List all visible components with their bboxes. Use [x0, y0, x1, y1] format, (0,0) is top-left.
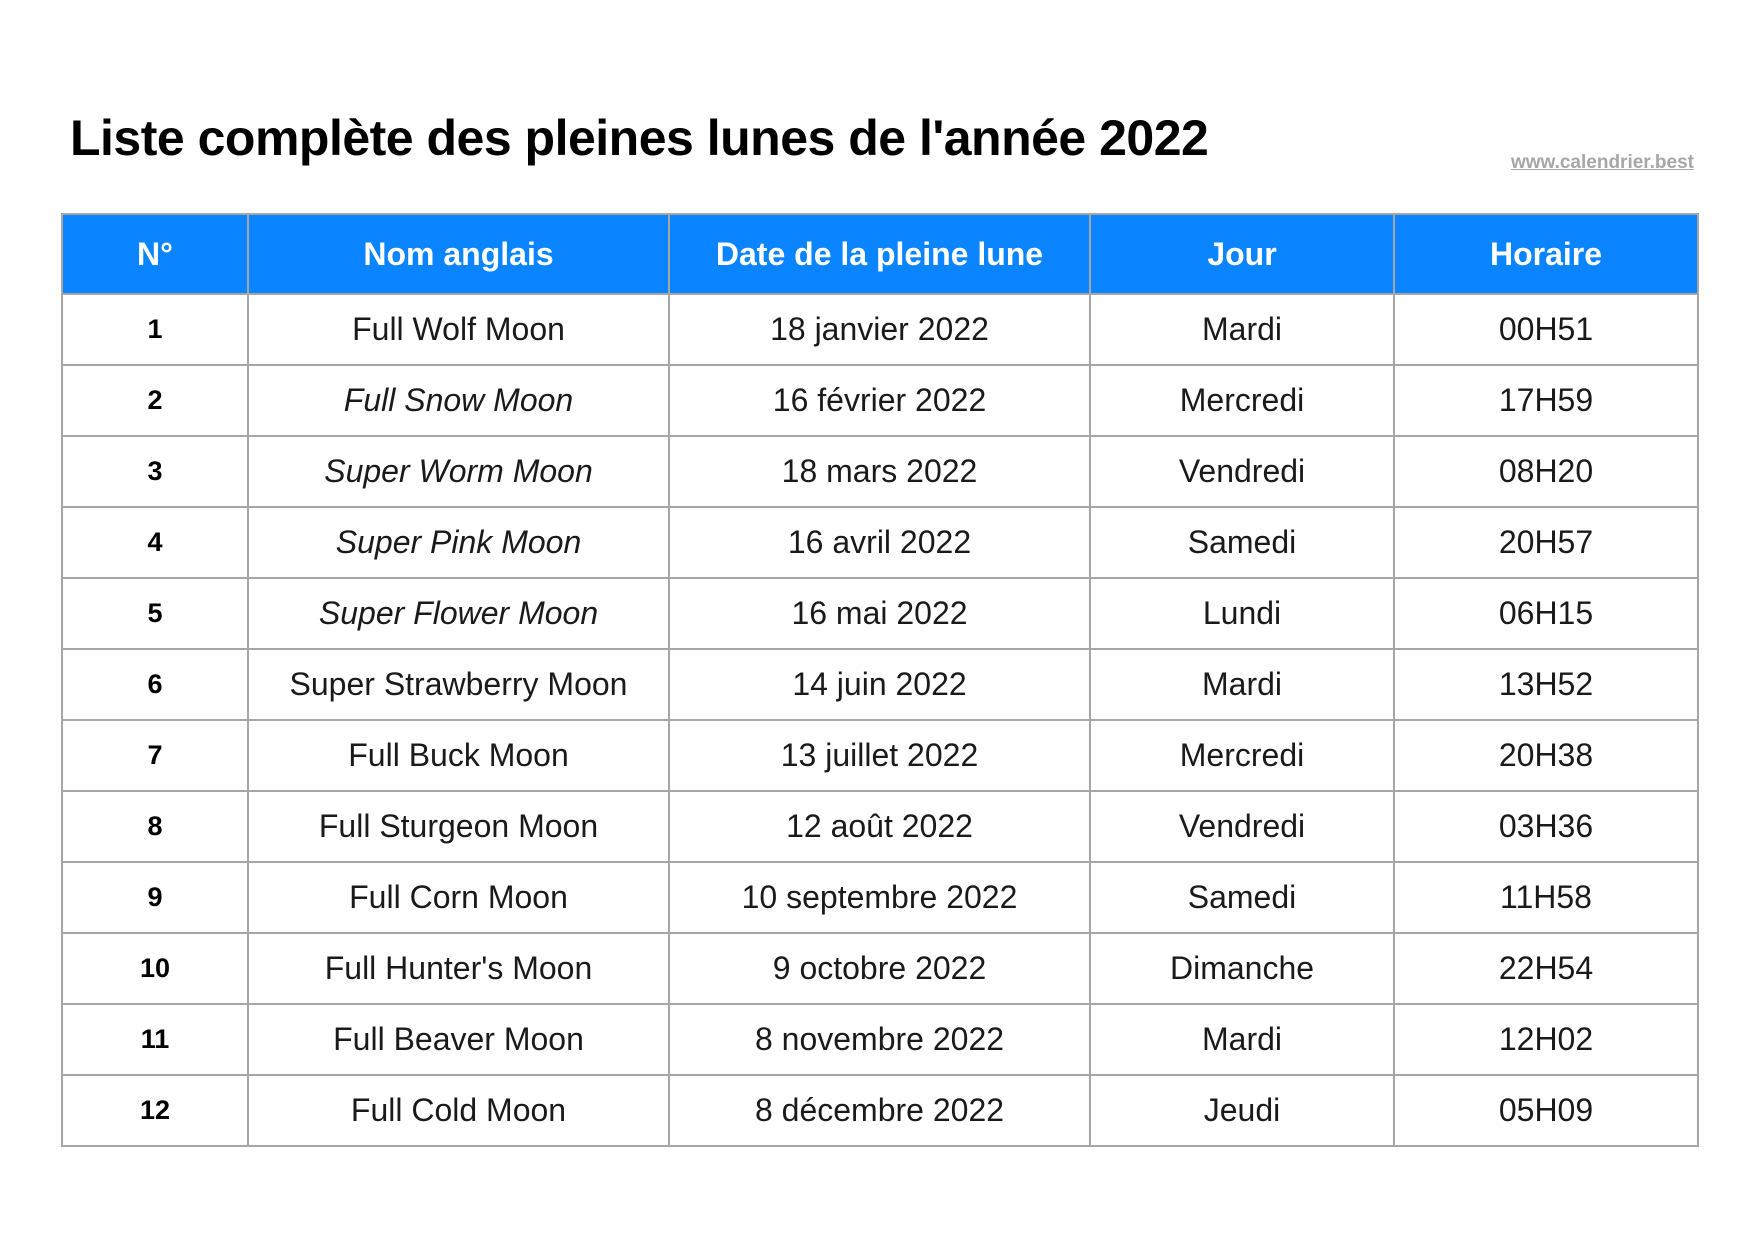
- cell-date: 16 avril 2022: [669, 507, 1090, 578]
- cell-day: Vendredi: [1090, 791, 1394, 862]
- source-link[interactable]: www.calendrier.best: [1510, 152, 1694, 173]
- cell-day: Vendredi: [1090, 436, 1394, 507]
- cell-day: Mardi: [1090, 294, 1394, 365]
- cell-english-name: Full Sturgeon Moon: [248, 791, 669, 862]
- cell-date: 10 septembre 2022: [669, 862, 1090, 933]
- cell-time: 13H52: [1394, 649, 1698, 720]
- header-english-name: Nom anglais: [248, 214, 669, 294]
- cell-english-name: Full Corn Moon: [248, 862, 669, 933]
- cell-time: 11H58: [1394, 862, 1698, 933]
- cell-english-name: Full Beaver Moon: [248, 1004, 669, 1075]
- cell-day: Mardi: [1090, 649, 1394, 720]
- table-row: [62, 365, 1698, 436]
- table-body: [62, 294, 1698, 1146]
- header-time: Horaire: [1394, 214, 1698, 294]
- cell-day: Samedi: [1090, 862, 1394, 933]
- cell-english-name: Full Buck Moon: [248, 720, 669, 791]
- cell-date: 8 novembre 2022: [669, 1004, 1090, 1075]
- table-row: [62, 507, 1698, 578]
- cell-number: 12: [62, 1075, 248, 1146]
- page-title: Liste complète des pleines lunes de l'année 2022: [70, 110, 1209, 166]
- table-row: [62, 720, 1698, 791]
- header-row: [62, 214, 1698, 294]
- table-row: [62, 791, 1698, 862]
- cell-date: 14 juin 2022: [669, 649, 1090, 720]
- cell-number: 5: [62, 578, 248, 649]
- cell-english-name: Full Snow Moon: [248, 365, 669, 436]
- cell-date: 8 décembre 2022: [669, 1075, 1090, 1146]
- table-header: [62, 214, 1698, 294]
- table-row: [62, 1004, 1698, 1075]
- table-row: [62, 294, 1698, 365]
- cell-number: 4: [62, 507, 248, 578]
- cell-english-name: Full Hunter's Moon: [248, 933, 669, 1004]
- cell-date: 18 mars 2022: [669, 436, 1090, 507]
- table-row: [62, 649, 1698, 720]
- cell-number: 2: [62, 365, 248, 436]
- cell-day: Samedi: [1090, 507, 1394, 578]
- cell-number: 6: [62, 649, 248, 720]
- cell-time: 08H20: [1394, 436, 1698, 507]
- cell-time: 22H54: [1394, 933, 1698, 1004]
- cell-english-name: Super Pink Moon: [248, 507, 669, 578]
- cell-date: 16 février 2022: [669, 365, 1090, 436]
- cell-number: 10: [62, 933, 248, 1004]
- table-row: [62, 436, 1698, 507]
- cell-number: 7: [62, 720, 248, 791]
- cell-date: 18 janvier 2022: [669, 294, 1090, 365]
- cell-day: Mercredi: [1090, 365, 1394, 436]
- cell-english-name: Full Wolf Moon: [248, 294, 669, 365]
- cell-number: 9: [62, 862, 248, 933]
- header-day: Jour: [1090, 214, 1394, 294]
- table-row: [62, 933, 1698, 1004]
- cell-number: 8: [62, 791, 248, 862]
- cell-day: Dimanche: [1090, 933, 1394, 1004]
- cell-time: 20H38: [1394, 720, 1698, 791]
- cell-time: 12H02: [1394, 1004, 1698, 1075]
- cell-date: 12 août 2022: [669, 791, 1090, 862]
- cell-date: 13 juillet 2022: [669, 720, 1090, 791]
- table-row: [62, 862, 1698, 933]
- cell-time: 17H59: [1394, 365, 1698, 436]
- header-number: N°: [62, 214, 248, 294]
- cell-time: 06H15: [1394, 578, 1698, 649]
- cell-number: 11: [62, 1004, 248, 1075]
- cell-day: Jeudi: [1090, 1075, 1394, 1146]
- cell-day: Lundi: [1090, 578, 1394, 649]
- cell-time: 03H36: [1394, 791, 1698, 862]
- cell-number: 1: [62, 294, 248, 365]
- table-row: [62, 578, 1698, 649]
- cell-number: 3: [62, 436, 248, 507]
- table-row: [62, 1075, 1698, 1146]
- cell-time: 20H57: [1394, 507, 1698, 578]
- cell-date: 9 octobre 2022: [669, 933, 1090, 1004]
- cell-day: Mardi: [1090, 1004, 1394, 1075]
- cell-english-name: Super Worm Moon: [248, 436, 669, 507]
- cell-english-name: Super Flower Moon: [248, 578, 669, 649]
- cell-english-name: Super Strawberry Moon: [248, 649, 669, 720]
- cell-time: 05H09: [1394, 1075, 1698, 1146]
- full-moons-table: [61, 213, 1699, 1147]
- cell-english-name: Full Cold Moon: [248, 1075, 669, 1146]
- header-full-moon-date: Date de la pleine lune: [669, 214, 1090, 294]
- cell-time: 00H51: [1394, 294, 1698, 365]
- cell-day: Mercredi: [1090, 720, 1394, 791]
- cell-date: 16 mai 2022: [669, 578, 1090, 649]
